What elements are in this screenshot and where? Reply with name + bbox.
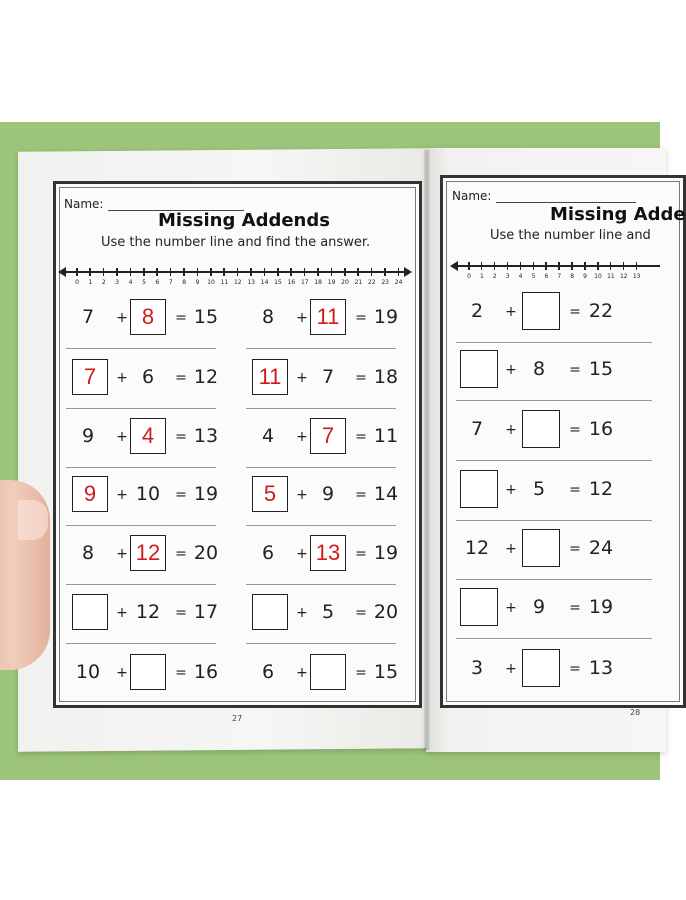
plus-sign: +: [296, 665, 308, 681]
number-line-label: 12: [619, 273, 628, 280]
addend: 7: [81, 306, 95, 328]
equals-sign: =: [569, 482, 581, 498]
row-divider: [456, 460, 652, 461]
left-arrow-icon: [450, 261, 458, 271]
number-line-tick: [398, 268, 400, 276]
number-line-tick: [156, 268, 158, 276]
number-line-tick: [610, 262, 612, 270]
equals-sign: =: [355, 665, 367, 681]
number-line-label: 9: [583, 273, 587, 280]
answer-box: 13: [310, 535, 346, 571]
number-line-label: 23: [381, 279, 389, 286]
plus-sign: +: [116, 546, 128, 562]
row-divider: [66, 348, 216, 349]
sum: 14: [373, 483, 399, 505]
plus-sign: +: [505, 482, 517, 498]
plus-sign: +: [296, 429, 308, 445]
row-divider: [66, 643, 216, 644]
plus-sign: +: [116, 370, 128, 386]
sum: 16: [588, 418, 614, 440]
number-line-tick: [304, 268, 306, 276]
equals-sign: =: [175, 487, 187, 503]
sum: 13: [588, 657, 614, 679]
right-arrow-icon: [404, 267, 412, 277]
sum: 18: [373, 366, 399, 388]
equals-sign: =: [569, 661, 581, 677]
plus-sign: +: [505, 362, 517, 378]
page-number: 27: [232, 714, 243, 723]
row-divider: [246, 467, 396, 468]
plus-sign: +: [505, 661, 517, 677]
name-line: [496, 202, 636, 203]
answer-box: [460, 588, 498, 626]
number-line-tick: [116, 268, 118, 276]
row-divider: [456, 520, 652, 521]
equals-sign: =: [355, 429, 367, 445]
number-line-tick: [494, 262, 496, 270]
number-line-label: 14: [260, 279, 269, 286]
worksheet-instructions: Use the number line and: [490, 228, 651, 243]
number-line-tick: [130, 268, 132, 276]
row-divider: [456, 638, 652, 639]
answer-box: [460, 470, 498, 508]
plus-sign: +: [296, 487, 308, 503]
answer-box: [252, 594, 288, 630]
answer-box: [130, 654, 166, 690]
equals-sign: =: [175, 546, 187, 562]
number-line-tick: [344, 268, 346, 276]
plus-sign: +: [116, 310, 128, 326]
answer-box: 4: [130, 418, 166, 454]
number-line-tick: [558, 262, 560, 270]
number-line-tick: [384, 268, 386, 276]
equals-sign: =: [569, 600, 581, 616]
number-line-label: 8: [570, 273, 575, 280]
number-line-tick: [533, 262, 535, 270]
number-line-label: 16: [287, 279, 296, 286]
number-line-tick: [623, 262, 625, 270]
number-line-label: 19: [327, 279, 336, 286]
addend: 7: [470, 418, 484, 440]
row-divider: [66, 467, 216, 468]
number-line-label: 8: [182, 279, 187, 286]
number-line-label: 2: [492, 273, 497, 280]
plus-sign: +: [116, 605, 128, 621]
worksheet-title: Missing Adde: [550, 204, 686, 225]
plus-sign: +: [296, 605, 308, 621]
number-line-label: 10: [594, 273, 602, 280]
worksheet-title: Missing Addends: [158, 210, 330, 231]
row-divider: [456, 579, 652, 580]
plus-sign: +: [296, 546, 308, 562]
equals-sign: =: [175, 429, 187, 445]
sum: 17: [193, 601, 219, 623]
number-line-tick: [317, 268, 319, 276]
plus-sign: +: [296, 370, 308, 386]
number-line-tick: [250, 268, 252, 276]
answer-box: [522, 529, 560, 567]
number-line-label: 11: [220, 279, 229, 286]
addend: 6: [261, 661, 275, 683]
number-line-tick: [371, 268, 373, 276]
number-line-tick: [597, 262, 599, 270]
number-line-label: 6: [544, 273, 549, 280]
sum: 15: [193, 306, 219, 328]
row-divider: [246, 584, 396, 585]
number-line-tick: [357, 268, 359, 276]
answer-box: 9: [72, 476, 108, 512]
number-line-tick: [520, 262, 522, 270]
number-line-tick: [76, 268, 78, 276]
number-line-tick: [183, 268, 185, 276]
addend: 9: [321, 483, 335, 505]
plus-sign: +: [296, 310, 308, 326]
addend: 9: [532, 596, 546, 618]
addend: 4: [261, 425, 275, 447]
number-line-label: 4: [518, 273, 523, 280]
addend: 10: [75, 661, 101, 683]
number-line-tick: [223, 268, 225, 276]
name-label: Name:: [452, 189, 492, 203]
plus-sign: +: [505, 541, 517, 557]
number-line-label: 0: [467, 273, 471, 280]
answer-box: [72, 594, 108, 630]
addend: 5: [321, 601, 335, 623]
number-line-label: 3: [115, 279, 120, 286]
equals-sign: =: [175, 370, 187, 386]
equals-sign: =: [569, 422, 581, 438]
plus-sign: +: [116, 429, 128, 445]
sum: 12: [193, 366, 219, 388]
number-line-label: 2: [101, 279, 106, 286]
number-line-tick: [584, 262, 586, 270]
plus-sign: +: [505, 600, 517, 616]
number-line-label: 11: [607, 273, 615, 280]
answer-box: 7: [310, 418, 346, 454]
number-line-tick: [264, 268, 266, 276]
number-line-tick: [170, 268, 172, 276]
row-divider: [66, 584, 216, 585]
name-label: Name:: [64, 197, 104, 211]
sum: 19: [373, 306, 399, 328]
row-divider: [246, 525, 396, 526]
number-line-tick: [197, 268, 199, 276]
answer-box: 12: [130, 535, 166, 571]
addend: 9: [81, 425, 95, 447]
addend: 8: [261, 306, 275, 328]
addend: 12: [135, 601, 161, 623]
right-worksheet: [440, 175, 686, 708]
plus-sign: +: [116, 487, 128, 503]
equals-sign: =: [175, 665, 187, 681]
number-line-label: 7: [557, 273, 562, 280]
row-divider: [246, 643, 396, 644]
addend: 12: [464, 537, 490, 559]
plus-sign: +: [505, 422, 517, 438]
row-divider: [246, 348, 396, 349]
equals-sign: =: [355, 370, 367, 386]
thumb: [18, 500, 48, 540]
number-line-label: 13: [247, 279, 255, 286]
number-line-tick: [481, 262, 483, 270]
number-line-tick: [89, 268, 91, 276]
left-arrow-icon: [58, 267, 66, 277]
row-divider: [66, 408, 216, 409]
number-line-label: 17: [300, 279, 309, 286]
answer-box: 7: [72, 359, 108, 395]
answer-box: 5: [252, 476, 288, 512]
number-line-label: 10: [207, 279, 215, 286]
number-line-tick: [103, 268, 105, 276]
number-line-tick: [331, 268, 333, 276]
addend: 3: [470, 657, 484, 679]
number-line-tick: [468, 262, 470, 270]
equals-sign: =: [355, 487, 367, 503]
equals-sign: =: [569, 541, 581, 557]
row-divider: [246, 408, 396, 409]
row-divider: [456, 400, 652, 401]
sum: 13: [193, 425, 219, 447]
number-line-tick: [143, 268, 145, 276]
addend: 7: [321, 366, 335, 388]
number-line-label: 12: [233, 279, 242, 286]
number-line-label: 9: [195, 279, 200, 286]
number-line-tick: [545, 262, 547, 270]
number-line-label: 21: [354, 279, 363, 286]
number-line-label: 4: [128, 279, 133, 286]
number-line-tick: [571, 262, 573, 270]
number-line-tick: [210, 268, 212, 276]
addend: 2: [470, 300, 484, 322]
equals-sign: =: [569, 362, 581, 378]
sum: 19: [373, 542, 399, 564]
number-line-label: 15: [274, 279, 282, 286]
book-gutter: [424, 150, 430, 750]
number-line-tick: [636, 262, 638, 270]
answer-box: [522, 649, 560, 687]
number-line-label: 3: [505, 273, 510, 280]
number-line-tick: [237, 268, 239, 276]
number-line-label: 22: [367, 279, 376, 286]
page-number: 28: [630, 708, 641, 717]
sum: 15: [588, 358, 614, 380]
equals-sign: =: [175, 605, 187, 621]
answer-box: 11: [310, 299, 346, 335]
answer-box: [522, 410, 560, 448]
sum: 19: [588, 596, 614, 618]
addend: 6: [141, 366, 155, 388]
number-line-axis: [64, 271, 404, 273]
sum: 19: [193, 483, 219, 505]
addend: 8: [81, 542, 95, 564]
sum: 24: [588, 537, 614, 559]
plus-sign: +: [116, 665, 128, 681]
addend: 6: [261, 542, 275, 564]
number-line-label: 1: [479, 273, 484, 280]
addend: 10: [135, 483, 161, 505]
sum: 22: [588, 300, 614, 322]
worksheet-instructions: Use the number line and find the answer.: [101, 235, 371, 250]
number-line-label: 5: [142, 279, 146, 286]
number-line-label: 1: [88, 279, 93, 286]
equals-sign: =: [355, 605, 367, 621]
sum: 20: [373, 601, 399, 623]
number-line-label: 6: [155, 279, 160, 286]
equals-sign: =: [569, 304, 581, 320]
number-line-tick: [290, 268, 292, 276]
number-line-label: 24: [394, 279, 403, 286]
sum: 11: [373, 425, 399, 447]
equals-sign: =: [175, 310, 187, 326]
number-line-label: 5: [531, 273, 536, 280]
sum: 16: [193, 661, 219, 683]
number-line-label: 0: [75, 279, 79, 286]
answer-box: [522, 292, 560, 330]
number-line-tick: [277, 268, 279, 276]
answer-box: [310, 654, 346, 690]
sum: 20: [193, 542, 219, 564]
number-line-label: 13: [632, 273, 641, 280]
sum: 15: [373, 661, 399, 683]
number-line-label: 20: [341, 279, 349, 286]
number-line-label: 18: [314, 279, 322, 286]
answer-box: [460, 350, 498, 388]
sum: 12: [588, 478, 614, 500]
addend: 5: [532, 478, 546, 500]
addend: 8: [532, 358, 546, 380]
row-divider: [66, 525, 216, 526]
answer-box: 8: [130, 299, 166, 335]
number-line-tick: [507, 262, 509, 270]
row-divider: [456, 342, 652, 343]
number-line-label: 7: [168, 279, 173, 286]
plus-sign: +: [505, 304, 517, 320]
equals-sign: =: [355, 310, 367, 326]
answer-box: 11: [252, 359, 288, 395]
equals-sign: =: [355, 546, 367, 562]
